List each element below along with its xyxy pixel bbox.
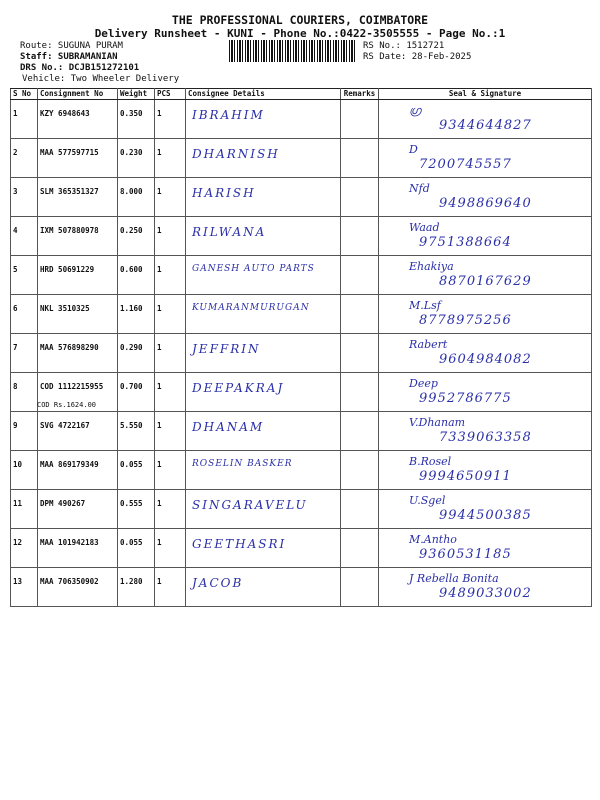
row-signature <box>379 217 592 256</box>
phone-number: 8870167629 <box>439 274 532 289</box>
row-remarks <box>341 451 379 490</box>
table-row <box>11 334 592 373</box>
row-consignment <box>38 100 118 139</box>
row-signature <box>379 529 592 568</box>
row-remarks <box>341 529 379 568</box>
signature: Rabert <box>409 338 448 351</box>
col-signature: Seal & Signature <box>379 89 592 100</box>
col-remarks: Remarks <box>341 89 379 100</box>
row-consignment <box>38 568 118 607</box>
row-signature <box>379 412 592 451</box>
row-sno: 13 <box>11 568 38 607</box>
signature: U.Sgel <box>409 494 446 507</box>
runsheet-table <box>10 88 592 607</box>
consignment-number: KZY 6948643 <box>40 109 90 118</box>
row-sno: 4 <box>11 217 38 256</box>
signature: B.Rosel <box>409 455 452 468</box>
route-label: Route: SUGUNA PURAM <box>20 41 123 51</box>
signature: J Rebella Bonita <box>409 572 499 585</box>
runsheet-subtitle: Delivery Runsheet - KUNI - Phone No.:0422-3505555 - Page No.:1 <box>94 27 506 40</box>
row-remarks <box>341 217 379 256</box>
col-weight: Weight <box>118 89 155 100</box>
signature: M.Lsf <box>409 299 441 312</box>
phone-number: 9751388664 <box>419 235 512 250</box>
consignee-name: HARISH <box>192 186 256 200</box>
phone-number: 9994650911 <box>419 469 512 484</box>
row-pcs: 1 <box>155 334 186 373</box>
rs-number: RS No.: 1512721 <box>363 41 445 51</box>
row-sno: 12 <box>11 529 38 568</box>
row-signature <box>379 256 592 295</box>
row-consignment <box>38 451 118 490</box>
row-signature <box>379 451 592 490</box>
row-pcs: 1 <box>155 373 186 412</box>
consignee-name: KUMARANMURUGAN <box>192 303 310 313</box>
phone-number: 9944500385 <box>439 508 532 523</box>
row-weight: 1.280 <box>118 568 155 607</box>
consignee-name: GANESH AUTO PARTS <box>192 264 315 274</box>
row-remarks <box>341 178 379 217</box>
row-remarks <box>341 568 379 607</box>
row-consignment <box>38 139 118 178</box>
rs-date: RS Date: 28-Feb-2025 <box>363 52 472 62</box>
phone-number: 9344644827 <box>439 118 532 133</box>
row-remarks <box>341 100 379 139</box>
consignee-name: DEEPAKRAJ <box>192 381 285 395</box>
row-consignment <box>38 373 118 412</box>
row-sno: 10 <box>11 451 38 490</box>
phone-number: 9489033002 <box>439 586 532 601</box>
consignment-number: MAA 576898290 <box>40 343 99 352</box>
row-remarks <box>341 412 379 451</box>
phone-number: 9952786775 <box>419 391 512 406</box>
row-signature <box>379 334 592 373</box>
barcode <box>229 40 357 62</box>
row-consignment <box>38 295 118 334</box>
consignee-name: GEETHASRI <box>192 537 287 551</box>
row-consignee <box>186 334 341 373</box>
row-consignee <box>186 178 341 217</box>
row-remarks <box>341 373 379 412</box>
row-sno: 7 <box>11 334 38 373</box>
consignment-number: SLM 365351327 <box>40 187 99 196</box>
row-consignee <box>186 256 341 295</box>
consignment-number: HRD 50691229 <box>40 265 95 274</box>
row-weight: 0.700 <box>118 373 155 412</box>
table-header <box>11 89 592 100</box>
row-pcs: 1 <box>155 568 186 607</box>
consignment-number: DPM 490267 <box>40 499 86 508</box>
row-signature <box>379 490 592 529</box>
row-consignee <box>186 217 341 256</box>
row-consignee <box>186 568 341 607</box>
row-weight: 0.290 <box>118 334 155 373</box>
row-weight: 0.230 <box>118 139 155 178</box>
row-remarks <box>341 334 379 373</box>
row-remarks <box>341 139 379 178</box>
row-pcs: 1 <box>155 217 186 256</box>
consignment-number: MAA 577597715 <box>40 148 99 157</box>
consignment-number: MAA 706350902 <box>40 577 99 586</box>
row-sno: 6 <box>11 295 38 334</box>
consignment-number: SVG 4722167 <box>40 421 90 430</box>
row-pcs: 1 <box>155 451 186 490</box>
row-sno: 3 <box>11 178 38 217</box>
staff-label: Staff: SUBRAMANIAN <box>20 52 118 62</box>
signature: Waad <box>409 221 440 234</box>
consignee-name: JEFFRIN <box>192 342 261 356</box>
row-consignee <box>186 139 341 178</box>
consignee-name: DHARNISH <box>192 147 280 161</box>
signature: M.Antho <box>409 533 457 546</box>
row-sno: 8 <box>11 373 38 412</box>
row-consignment <box>38 529 118 568</box>
row-remarks <box>341 490 379 529</box>
row-pcs: 1 <box>155 490 186 529</box>
table-row <box>11 139 592 178</box>
signature: D <box>409 143 418 156</box>
row-consignment <box>38 178 118 217</box>
consignment-number: COD 1112215955 <box>40 382 104 391</box>
row-pcs: 1 <box>155 256 186 295</box>
table-row <box>11 451 592 490</box>
row-consignee <box>186 373 341 412</box>
row-pcs: 1 <box>155 412 186 451</box>
table-row <box>11 412 592 451</box>
row-weight: 0.055 <box>118 451 155 490</box>
consignment-number: MAA 101942183 <box>40 538 99 547</box>
table-row <box>11 178 592 217</box>
row-pcs: 1 <box>155 295 186 334</box>
phone-number: 9360531185 <box>419 547 512 562</box>
row-signature <box>379 568 592 607</box>
consignment-number: MAA 869179349 <box>40 460 99 469</box>
row-weight: 1.160 <box>118 295 155 334</box>
row-consignee <box>186 490 341 529</box>
consignee-name: DHANAM <box>192 420 265 434</box>
row-consignment <box>38 412 118 451</box>
phone-number: 8778975256 <box>419 313 512 328</box>
signature: Nfd <box>409 182 430 195</box>
row-weight: 0.555 <box>118 490 155 529</box>
cod-amount: COD Rs.1624.00 <box>37 401 97 409</box>
row-consignee <box>186 100 341 139</box>
signature: Ehakiya <box>409 260 454 273</box>
row-consignee <box>186 529 341 568</box>
row-consignment <box>38 490 118 529</box>
col-pcs: PCS <box>155 89 186 100</box>
row-consignee <box>186 412 341 451</box>
row-remarks <box>341 256 379 295</box>
row-pcs: 1 <box>155 100 186 139</box>
row-sno: 9 <box>11 412 38 451</box>
row-signature <box>379 373 592 412</box>
consignee-name: RILWANA <box>192 225 267 239</box>
row-remarks <box>341 295 379 334</box>
row-consignee <box>186 295 341 334</box>
row-sno: 2 <box>11 139 38 178</box>
table-row <box>11 373 592 412</box>
phone-number: 9498869640 <box>439 196 532 211</box>
consignee-name: ROSELIN BASKER <box>192 459 293 469</box>
row-sno: 11 <box>11 490 38 529</box>
signature: Deep <box>409 377 438 390</box>
row-consignment <box>38 256 118 295</box>
vehicle-label: Vehicle: Two Wheeler Delivery <box>22 74 180 84</box>
table-row <box>11 100 592 139</box>
col-consignee: Consignee Details <box>186 89 341 100</box>
row-weight: 8.000 <box>118 178 155 217</box>
consignee-name: IBRAHIM <box>192 108 265 122</box>
company-title: THE PROFESSIONAL COURIERS, COIMBATORE <box>171 13 429 27</box>
table-row <box>11 217 592 256</box>
row-weight: 0.250 <box>118 217 155 256</box>
row-consignment <box>38 334 118 373</box>
table-row <box>11 490 592 529</box>
signature: V.Dhanam <box>409 416 466 429</box>
row-consignment <box>38 217 118 256</box>
table-row <box>11 529 592 568</box>
row-signature <box>379 178 592 217</box>
row-weight: 5.550 <box>118 412 155 451</box>
row-signature <box>379 295 592 334</box>
consignment-number: IXM 507880978 <box>40 226 99 235</box>
signature: ഗ്ര <box>409 104 421 117</box>
row-signature <box>379 100 592 139</box>
table-row <box>11 295 592 334</box>
row-pcs: 1 <box>155 139 186 178</box>
table-row <box>11 256 592 295</box>
col-sno: S No <box>11 89 38 100</box>
col-consignment: Consignment No <box>38 89 118 100</box>
row-sno: 5 <box>11 256 38 295</box>
row-weight: 0.350 <box>118 100 155 139</box>
phone-number: 7339063358 <box>439 430 532 445</box>
row-consignee <box>186 451 341 490</box>
row-sno: 1 <box>11 100 38 139</box>
consignee-name: SINGARAVELU <box>192 498 308 512</box>
row-weight: 0.055 <box>118 529 155 568</box>
consignment-number: NKL 3510325 <box>40 304 90 313</box>
drs-label: DRS No.: DCJB151272101 <box>20 63 140 73</box>
row-weight: 0.600 <box>118 256 155 295</box>
row-signature <box>379 139 592 178</box>
consignee-name: JACOB <box>192 576 244 590</box>
row-pcs: 1 <box>155 178 186 217</box>
table-row <box>11 568 592 607</box>
row-pcs: 1 <box>155 529 186 568</box>
phone-number: 9604984082 <box>439 352 532 367</box>
phone-number: 7200745557 <box>419 157 512 172</box>
